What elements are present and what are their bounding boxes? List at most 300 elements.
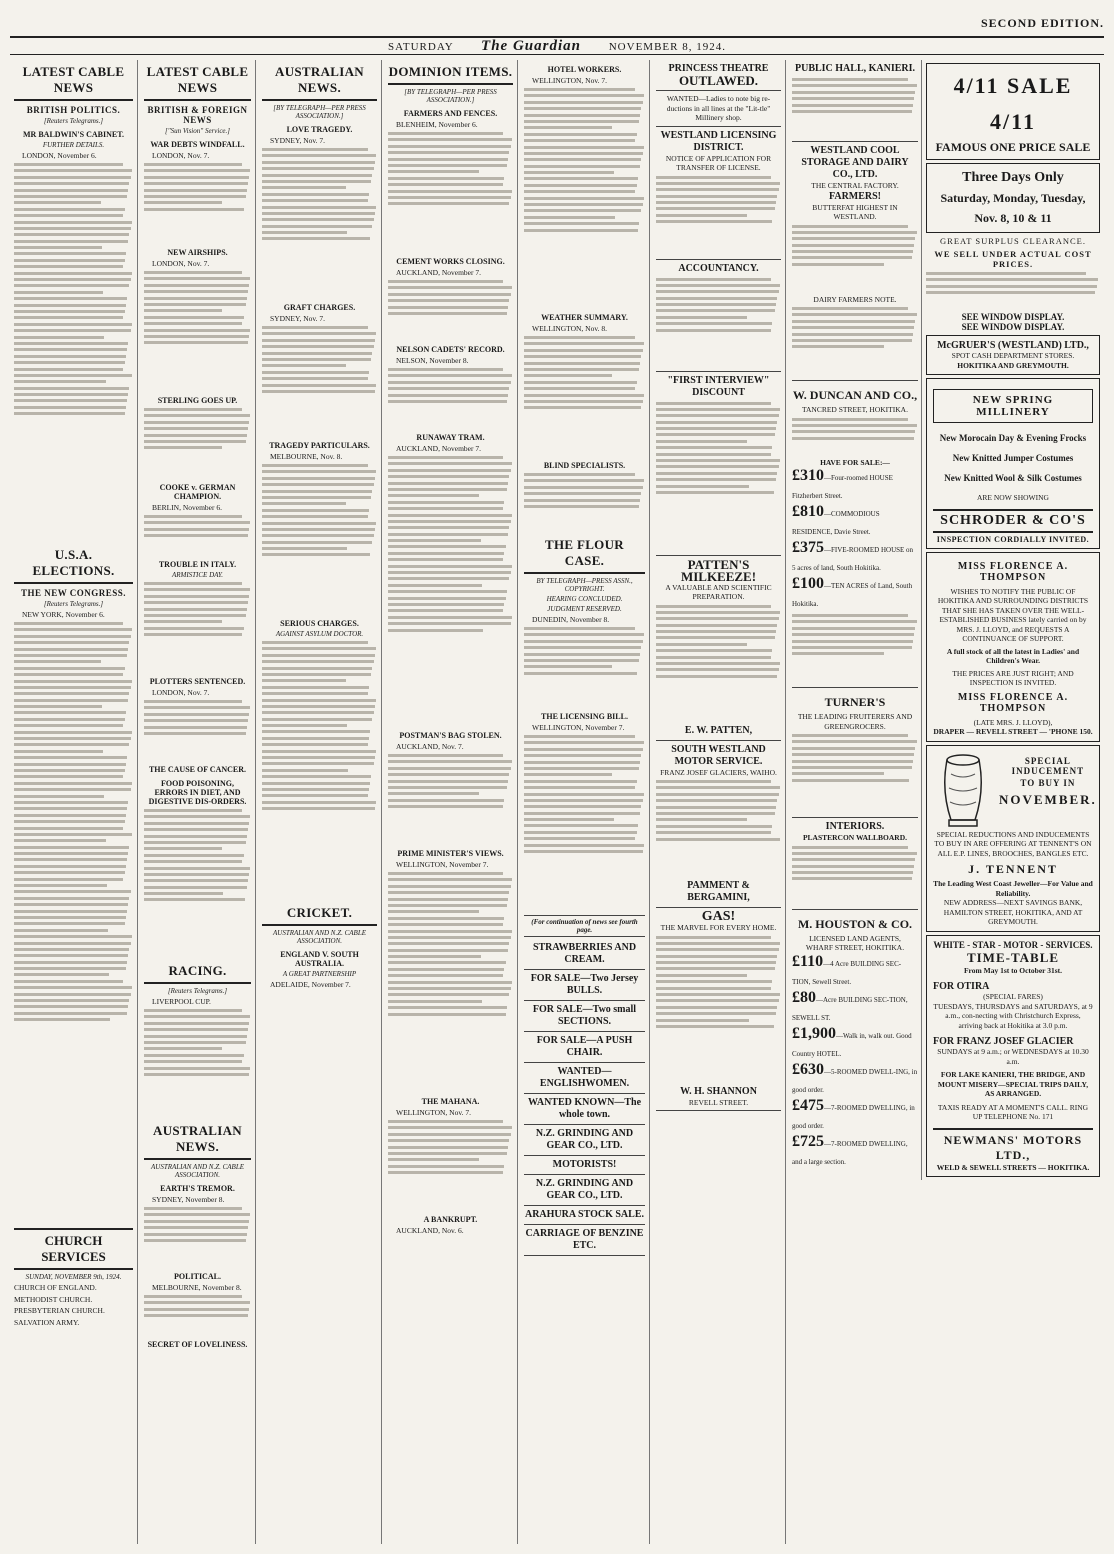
price-description: —4 Acre BUILDING SEC-TION, Sewell Street.: [792, 959, 902, 986]
article-heading: SECRET OF LOVELINESS.: [147, 1340, 248, 1349]
concert-ad: [792, 60, 918, 142]
article-heading: PLOTTERS SENTENCED.: [149, 677, 246, 686]
ad-body: [792, 418, 918, 458]
price-description: —FIVE-ROOMED HOUSE on 5 acres of land, South Hokitika.: [792, 546, 914, 572]
classified-ad: [524, 1125, 645, 1156]
newspaper-page: [10, 60, 1104, 1544]
draper-prices: THE PRICES ARE JUST RIGHT; AND INSPECTION IS INVITED.: [952, 668, 1074, 687]
ad-body: [792, 734, 918, 814]
section-heading: U.S.A. ELECTIONS.: [14, 543, 133, 584]
wire-credit: AUSTRALIAN AND N.Z. CABLE ASSOCIATION.: [150, 1163, 245, 1179]
millinery-item: New Knitted Wool & Silk Costumes: [944, 473, 1082, 483]
article-subheading: JUDGMENT RESERVED.: [547, 605, 622, 613]
ad-text: WANTED—Ladies to note big re-ductions in all lines at the "Lit-tle" Millinery shop.: [666, 94, 771, 122]
section-subheading: BRITISH & FOREIGN NEWS: [147, 105, 248, 125]
price-listing: [792, 989, 918, 1025]
ad-heading: MOTORISTS!: [552, 1159, 617, 1170]
article-heading: PRIME MINISTER'S VIEWS.: [397, 849, 504, 858]
article-dateline: NEW YORK, November 6.: [22, 610, 105, 619]
price-listing: [792, 953, 918, 989]
article-dateline: MELBOURNE, Nov. 8.: [270, 452, 343, 461]
sale-days-dates: Nov. 8, 10 & 11: [974, 211, 1052, 225]
article-heading: STERLING GOES UP.: [157, 396, 238, 405]
ad-stack: [792, 60, 922, 1180]
ad-subheading: PLASTERCON WALLBOARD.: [802, 833, 908, 842]
article-body: [388, 456, 513, 726]
ad-heading: GAS!: [701, 909, 736, 924]
section-subheading: BRITISH POLITICS.: [26, 105, 121, 115]
article-dateline: WELLINGTON, November 7.: [396, 860, 489, 869]
timetable-period: From May 1st to October 31st.: [963, 965, 1063, 975]
article-body: [388, 280, 513, 340]
sale-clearance-sub: WE SELL UNDER ACTUAL COST PRICES.: [934, 249, 1092, 269]
motor-company-name: NEWMANS' MOTORS LTD.,: [933, 1128, 1093, 1163]
display-ad-stack: [926, 60, 1100, 1180]
draper-name: MISS FLORENCE A. THOMPSON: [957, 691, 1069, 714]
classified-ad: [524, 939, 645, 970]
article-heading: EARTH'S TREMOR.: [160, 1184, 235, 1193]
article-dateline: SYDNEY, November 8.: [152, 1195, 225, 1204]
ad-subheading: THE MARVEL FOR EVERY HOME.: [660, 923, 777, 932]
ad-heading: CARRIAGE OF BENZINE ETC.: [525, 1228, 644, 1251]
ad-heading: N.Z. GRINDING AND GEAR CO., LTD.: [535, 1128, 634, 1151]
price-listing: [792, 1133, 918, 1169]
price-amount: £725: [792, 1132, 824, 1150]
article-body: [388, 132, 513, 252]
ad-heading: FOR SALE—A PUSH CHAIR.: [536, 1035, 633, 1058]
article-body: [144, 1295, 251, 1335]
ad-heading: N.Z. GRINDING AND GEAR CO., LTD.: [535, 1178, 634, 1201]
jeweller-name: J. TENNENT: [968, 862, 1058, 876]
wire-credit: AUSTRALIAN AND N.Z. CABLE ASSOCIATION.: [272, 929, 367, 945]
interiors-ad: [792, 818, 918, 910]
church-entry: PRESBYTERIAN CHURCH.: [14, 1306, 105, 1315]
sale-days-line: Saturday, Monday, Tuesday,: [940, 191, 1086, 205]
article-body: [144, 515, 251, 555]
article-dateline: SYDNEY, Nov. 7.: [270, 314, 326, 323]
price-amount: £110: [792, 952, 824, 970]
ad-heading: SOUTH WESTLAND MOTOR SERVICE.: [671, 743, 766, 767]
article-subheading: AGAINST ASYLUM DOCTOR.: [275, 630, 364, 638]
firm-subheading: LICENSED LAND AGENTS,: [809, 933, 901, 943]
article-dateline: WELLINGTON, November 7.: [532, 723, 625, 732]
ad-heading: STRAWBERRIES AND CREAM.: [532, 942, 637, 965]
article-dateline: MELBOURNE, November 8.: [152, 1283, 242, 1292]
article-dateline: LONDON, Nov. 7.: [152, 688, 210, 697]
article-body: [524, 735, 645, 915]
column-4: [384, 60, 518, 1544]
price-description: —7-ROOMED DWELLING, and a large section.: [792, 1139, 908, 1166]
price-listing: [792, 575, 918, 611]
wire-credit: BY TELEGRAPH—PRESS ASSN., COPYRIGHT.: [536, 577, 633, 593]
wire-credit: [BY TELEGRAPH—PER PRESS ASSOCIATION.]: [404, 88, 497, 104]
church-entry: METHODIST CHURCH.: [14, 1294, 93, 1304]
price-description: —5-ROOMED DWELL-ING, in good order.: [792, 1067, 918, 1094]
article-body: [144, 700, 251, 760]
article-heading: WEATHER SUMMARY.: [541, 313, 628, 322]
price-description: —Four-roomed HOUSE Fitzherbert Street.: [792, 474, 893, 500]
sale-days-title: Three Days Only: [962, 170, 1064, 185]
inspection-note: INSPECTION CORDIALLY INVITED.: [936, 534, 1090, 544]
price-description: —TEN ACRES of Land, South Hokitika.: [792, 582, 913, 608]
jeweller-tagline: The Leading West Coast Jeweller—For Value and Reliability.: [933, 879, 1093, 898]
route-heading: FOR LAKE KANIERI, THE BRIDGE, AND MOUNT MISERY—SPECIAL TRIPS DAILY, AS ARRANGED.: [937, 1070, 1089, 1098]
article-dateline: LONDON, Nov. 7.: [152, 259, 210, 268]
article-body: [144, 271, 251, 391]
ad-subheading: DAIRY FARMERS NOTE.: [813, 294, 897, 304]
article-dateline: LIVERPOOL CUP.: [152, 997, 211, 1006]
price-amount: £80: [792, 988, 816, 1006]
jeweller-row: [933, 750, 1097, 830]
firm-address: WHARF STREET, HOKITIKA.: [805, 943, 905, 952]
article-heading: TRAGEDY PARTICULARS.: [269, 441, 370, 450]
masthead-rule-bottom: [10, 54, 1104, 55]
ad-heading: FOR SALE—Two Jersey BULLS.: [530, 973, 639, 996]
special-month: NOVEMBER.: [999, 791, 1097, 807]
article-dateline: AUCKLAND, November 7.: [396, 268, 481, 277]
millinery-heading: NEW SPRING MILLINERY: [933, 389, 1093, 423]
article-heading: NELSON CADETS' RECORD.: [396, 345, 505, 354]
column-6: [652, 60, 786, 1544]
timetable-company: WHITE - STAR - MOTOR - SERVICES.: [933, 939, 1093, 950]
ad-body: [792, 846, 918, 906]
section-heading: AUSTRALIAN NEWS.: [144, 1119, 251, 1160]
classified-ad: [524, 970, 645, 1001]
land-agent-ad: [792, 381, 918, 688]
motor-timetable-ad: [926, 935, 1100, 1178]
firm-address: TANCRED STREET, HOKITIKA.: [802, 405, 908, 414]
price-amount: £1,900: [792, 1024, 836, 1042]
price-listing: [792, 1061, 918, 1097]
masthead: [10, 10, 1104, 54]
article-body: [262, 326, 377, 436]
article-body: [388, 368, 513, 428]
ad-heading: FOR SALE—Two small SECTIONS.: [532, 1004, 637, 1027]
store-ad: [926, 335, 1100, 375]
schroder-name: SCHRODER & CO'S: [933, 509, 1093, 533]
article-dateline: DUNEDIN, November 8.: [532, 615, 610, 624]
classified-ad: [524, 1175, 645, 1206]
notice-body: [656, 176, 781, 256]
article-body: [144, 1009, 251, 1119]
cinema-ad: [656, 60, 781, 91]
article-heading: THE LICENSING BILL.: [541, 712, 628, 721]
draper-name: MISS FLORENCE A. THOMPSON: [957, 560, 1069, 583]
section-heading: CRICKET.: [262, 901, 377, 926]
sale-subtitle: FAMOUS ONE PRICE SALE: [935, 140, 1091, 154]
article-body: [262, 641, 377, 901]
ad-name: PAMMENT & BERGAMINI,: [687, 880, 750, 903]
column-7: [788, 60, 1104, 1544]
article-body: [524, 88, 645, 308]
article-heading: HOTEL WORKERS.: [547, 65, 622, 74]
article-heading: WAR DEBTS WINDFALL.: [150, 140, 245, 149]
classified-ad: [656, 908, 781, 1111]
article-dateline: LONDON, Nov. 7.: [152, 151, 210, 160]
article-body: [144, 1207, 251, 1267]
route-heading: FOR FRANZ JOSEF GLACIER: [933, 1036, 1074, 1047]
article-dateline: ADELAIDE, November 7.: [270, 980, 351, 989]
masthead-paper-title: The Guardian: [481, 38, 581, 54]
special-heading: SPECIAL INDUCEMENT: [1011, 755, 1085, 776]
section-heading: THE FLOUR CASE.: [524, 533, 645, 574]
article-dateline: AUCKLAND, Nov. 7.: [396, 742, 464, 751]
wire-credit: [BY TELEGRAPH—PER PRESS ASSOCIATION.]: [273, 104, 366, 120]
column-1: [10, 60, 138, 1544]
classified-ad: [524, 1156, 645, 1175]
firm-name: M. HOUSTON & CO.: [797, 916, 913, 931]
article-heading: NEW AIRSHIPS.: [167, 248, 228, 257]
fruiterer-ad: [792, 688, 918, 818]
section-heading: LATEST CABLE NEWS: [144, 60, 251, 101]
ad-body: [792, 225, 918, 295]
article-body: [144, 408, 251, 478]
ad-body: [926, 272, 1100, 312]
store-name: McGRUER'S (WESTLAND) LTD.,: [937, 340, 1089, 351]
ad-subheading: FRANZ JOSEF GLACIERS, WAIHO.: [660, 767, 777, 777]
route-note: (SPECIAL FARES): [983, 992, 1043, 1001]
ad-name: E. W. PATTEN,: [684, 724, 753, 736]
vase-illustration-icon: [933, 750, 993, 830]
ad-body: [792, 614, 918, 684]
draper-notice: WISHES TO NOTIFY THE PUBLIC OF HOKITIKA AND SURROUNDING DISTRICTS THAT SHE HAS TAKEN OVER THE WELL-ESTABLISHED BUSINESS lately carried on by MRS. J. LLOYD, and REQUESTS A CONTINUANCE OF SUPPORT.: [937, 586, 1089, 643]
column-5: [520, 60, 650, 1544]
price-description: —Acre BUILDING SEC-TION, SEWELL ST.: [792, 995, 908, 1022]
article-heading: FARMERS AND FENCES.: [403, 109, 498, 118]
draper-stock: A full stock of all the latest in Ladies' and Children's Wear.: [946, 646, 1080, 665]
article-dateline: AUCKLAND, Nov. 6.: [396, 1226, 464, 1235]
price-listing: [792, 539, 918, 575]
now-showing: ARE NOW SHOWING: [977, 493, 1049, 502]
motor-company-address: WELD & SEWELL STREETS — HOKITIKA.: [936, 1162, 1090, 1172]
ad-body: [656, 278, 781, 368]
taxi-note: TAXIS READY AT A MOMENT'S CALL. RING UP TELEPHONE No. 171: [937, 1102, 1089, 1121]
masthead-line: [10, 38, 1104, 55]
article-body: [144, 809, 251, 959]
price-description: —Walk in, walk out. Good Country HOTEL.: [792, 1031, 912, 1058]
price-description: —COMMODIOUS RESIDENCE, Davie Street.: [792, 510, 880, 536]
window-display-note: SEE WINDOW DISPLAY.: [961, 322, 1065, 332]
article-body: [262, 148, 377, 298]
ad-body: [792, 78, 918, 138]
article-heading: COOKE v. GERMAN CHAMPION.: [159, 483, 236, 501]
article-heading: THE MAHANA.: [421, 1097, 480, 1106]
article-heading: MR BALDWIN'S CABINET.: [23, 130, 124, 139]
millinery-item: New Knitted Jumper Costumes: [952, 453, 1074, 463]
ad-address: REVELL STREET.: [688, 1097, 749, 1107]
classified-ad: [656, 741, 781, 909]
ad-subheading: HAVE FOR SALE:—: [820, 457, 890, 467]
article-body: [524, 336, 645, 456]
sale-title: 4/11 SALE 4/11: [953, 73, 1073, 134]
dairy-ad: [792, 142, 918, 381]
classified-ad: [656, 372, 781, 556]
article-subheading: A GREAT PARTNERSHIP: [282, 970, 357, 978]
sale-clearance: GREAT SURPLUS CLEARANCE.: [940, 236, 1086, 246]
price-amount: £100: [792, 575, 824, 592]
church-entry: CHURCH OF ENGLAND.: [14, 1283, 97, 1292]
millinery-ad: [926, 378, 1100, 549]
special-text: SPECIAL REDUCTIONS AND INDUCEMENTS TO BUY IN ARE OFFERING AT TENNENT'S ON ALL E.P. LINES, BROOCHES, BANGLES ETC.: [934, 829, 1092, 858]
jeweller-ad: [926, 745, 1100, 932]
ad-heading: "FIRST INTERVIEW" DISCOUNT: [667, 374, 770, 398]
article-heading: LOVE TRAGEDY.: [286, 125, 353, 134]
ad-heading: WANTED—ENGLISHWOMEN.: [539, 1066, 630, 1089]
article-subheading: HEARING CONCLUDED.: [546, 595, 623, 603]
wire-credit: [Reuters Telegrams.]: [43, 117, 104, 125]
article-heading: CEMENT WORKS CLOSING.: [396, 257, 505, 266]
classified-ad: [524, 1094, 645, 1125]
notice-heading: WESTLAND LICENSING DISTRICT.: [660, 129, 777, 153]
millinery-item: New Morocain Day & Evening Frocks: [939, 433, 1087, 443]
article-dateline: LONDON, November 6.: [22, 151, 97, 160]
article-dateline: AUCKLAND, November 7.: [396, 444, 481, 453]
cinema-title: OUTLAWED.: [678, 73, 759, 88]
article-heading: TROUBLE IN ITALY.: [158, 560, 237, 569]
section-heading: DOMINION ITEMS.: [388, 60, 513, 85]
price-listing: [792, 467, 918, 503]
section-subheading: THE NEW CONGRESS.: [20, 588, 127, 598]
ad-heading: INTERIORS.: [825, 821, 885, 832]
masthead-date: NOVEMBER 8, 1924.: [608, 41, 726, 53]
edition-label: SECOND EDITION.: [980, 16, 1104, 30]
cinema-heading: PRINCESS THEATRE: [668, 63, 769, 74]
ad-body: [656, 402, 781, 552]
ad-name: W. H. SHANNON: [680, 1085, 757, 1097]
ad-heading: ARAHURA STOCK SALE.: [524, 1209, 644, 1220]
article-heading: ENGLAND V. SOUTH AUSTRALIA.: [280, 950, 359, 968]
window-display-note: SEE WINDOW DISPLAY.: [961, 312, 1065, 322]
draper-ad: [926, 552, 1100, 742]
ad-heading: PATTEN'S MILKEEZE!: [680, 556, 757, 584]
article-body: [388, 754, 513, 844]
ad-heading: WANTED KNOWN—The whole town.: [527, 1097, 642, 1120]
price-amount: £375: [792, 539, 824, 556]
firm-name: TURNER'S: [824, 695, 886, 709]
article-body: [14, 622, 133, 1222]
article-body: [144, 163, 251, 243]
article-body: [144, 582, 251, 672]
church-date: SUNDAY, NOVEMBER 9th, 1924.: [25, 1273, 122, 1281]
article-heading: BLIND SPECIALISTS.: [543, 461, 626, 470]
ad-body: [656, 605, 781, 725]
classified-ad: [524, 1032, 645, 1063]
ad-row: [792, 60, 1100, 1180]
sale-ad: [926, 63, 1100, 160]
ad-heading: PUBLIC HALL, KANIERI.: [794, 63, 916, 74]
article-heading: FOOD POISONING, ERRORS IN DIET, AND DIGESTIVE DIS-ORDERS.: [148, 779, 247, 806]
firm-subheading: THE LEADING FRUITERERS AND GREENGROCERS.: [797, 712, 913, 731]
ad-subheading: A VALUABLE AND SCIENTIFIC PREPARATION.: [665, 582, 772, 601]
column-3: [258, 60, 382, 1544]
route-days: SUNDAYS at 9 a.m.; or WEDNESDAYS at 10.30 a.m.: [937, 1047, 1089, 1066]
land-agent-ad: [792, 910, 918, 1172]
special-inducement: [999, 750, 1097, 808]
article-body: [14, 163, 133, 543]
article-body: [388, 1120, 513, 1210]
store-subheading: SPOT CASH DEPARTMENT STORES.: [951, 351, 1075, 360]
price-amount: £310: [792, 467, 824, 484]
article-dateline: NELSON, November 8.: [396, 356, 469, 365]
notice-subheading: NOTICE OF APPLICATION FOR TRANSFER OF LICENSE.: [665, 153, 772, 172]
article-dateline: WELLINGTON, Nov. 7.: [532, 76, 607, 85]
ad-body: [792, 307, 918, 377]
ad-body: [656, 936, 781, 1086]
section-heading: AUSTRALIAN NEWS.: [262, 60, 377, 101]
classified-ad: [656, 91, 781, 127]
article-subheading: FURTHER DETAILS.: [42, 141, 105, 149]
firm-name: W. DUNCAN AND CO.,: [792, 388, 918, 402]
classified-ad: [524, 1063, 645, 1094]
price-listing: [792, 503, 918, 539]
church-services-heading: CHURCH SERVICES: [14, 1228, 133, 1270]
price-description: —7-ROOMED DWELLING, in good order.: [792, 1103, 915, 1130]
notice-ad: [656, 127, 781, 260]
article-body: [262, 464, 377, 614]
article-heading: POSTMAN'S BAG STOLEN.: [399, 731, 502, 740]
article-heading: SERIOUS CHARGES.: [280, 619, 359, 628]
article-heading: POLITICAL.: [174, 1272, 221, 1281]
ad-heading: WESTLAND COOL STORAGE AND DAIRY CO., LTD.: [801, 145, 909, 180]
wire-credit: [Reuters Telegrams.]: [167, 987, 228, 995]
section-heading: RACING.: [144, 959, 251, 984]
ad-body: [656, 780, 781, 880]
ad-subheading: THE CENTRAL FACTORY.: [811, 181, 899, 190]
store-towns: HOKITIKA AND GREYMOUTH.: [957, 360, 1069, 370]
church-entry: SALVATION ARMY.: [14, 1317, 80, 1327]
draper-address: DRAPER — REVELL STREET — 'PHONE 150.: [933, 727, 1093, 736]
continuation-note: (For continuation of news see fourth page.: [524, 915, 645, 937]
ad-heading: ACCOUNTANCY.: [678, 262, 759, 274]
ad-subheading: BUTTERFAT HIGHEST IN WESTLAND.: [812, 202, 898, 221]
wire-credit: [Reuters Telegrams.]: [43, 600, 104, 608]
article-body: [524, 473, 645, 533]
column-2: [140, 60, 256, 1544]
price-amount: £810: [792, 503, 824, 520]
price-amount: £475: [792, 1096, 824, 1114]
price-listing: [792, 1025, 918, 1061]
timetable-title: TIME-TABLE: [966, 949, 1060, 965]
sale-days-ad: [926, 163, 1100, 233]
masthead-day: SATURDAY: [388, 41, 454, 53]
article-heading: THE CAUSE OF CANCER.: [148, 765, 247, 774]
article-dateline: BERLIN, November 6.: [152, 503, 222, 512]
jeweller-address: NEW ADDRESS—NEXT SAVINGS BANK, HAMILTON STREET, HOKITIKA, AND AT GREYMOUTH.: [943, 898, 1083, 926]
article-body: [524, 627, 645, 707]
article-subheading: ARMISTICE DAY.: [171, 571, 224, 579]
route-heading: FOR OTIRA: [933, 981, 990, 992]
classified-ad: [524, 1206, 645, 1225]
article-body: [388, 872, 513, 1092]
article-heading: GRAFT CHARGES.: [283, 303, 356, 312]
draper-late: (LATE MRS. J. LLOYD),: [973, 717, 1053, 727]
classified-ad: [524, 1225, 645, 1256]
article-heading: RUNAWAY TRAM.: [416, 433, 485, 442]
section-heading: LATEST CABLE NEWS: [14, 60, 133, 101]
article-dateline: SYDNEY, Nov. 7.: [270, 136, 326, 145]
wire-credit: ["Sun Vision" Service.]: [164, 127, 231, 135]
price-amount: £630: [792, 1060, 824, 1078]
classified-ad: [524, 1001, 645, 1032]
ad-heading: FARMERS!: [828, 190, 882, 202]
route-days: TUESDAYS, THURSDAYS and SATURDAYS, at 9 a.m., con-necting with Christchurch Express, arriving back at Hokitika at 3.0 p.m.: [933, 1001, 1093, 1030]
article-dateline: WELLINGTON, Nov. 8.: [532, 324, 607, 333]
article-heading: A BANKRUPT.: [423, 1215, 478, 1224]
price-listing: [792, 1097, 918, 1133]
classified-ad: [656, 556, 781, 741]
classified-ad: [656, 260, 781, 372]
special-mid: TO BUY IN: [1020, 777, 1076, 788]
